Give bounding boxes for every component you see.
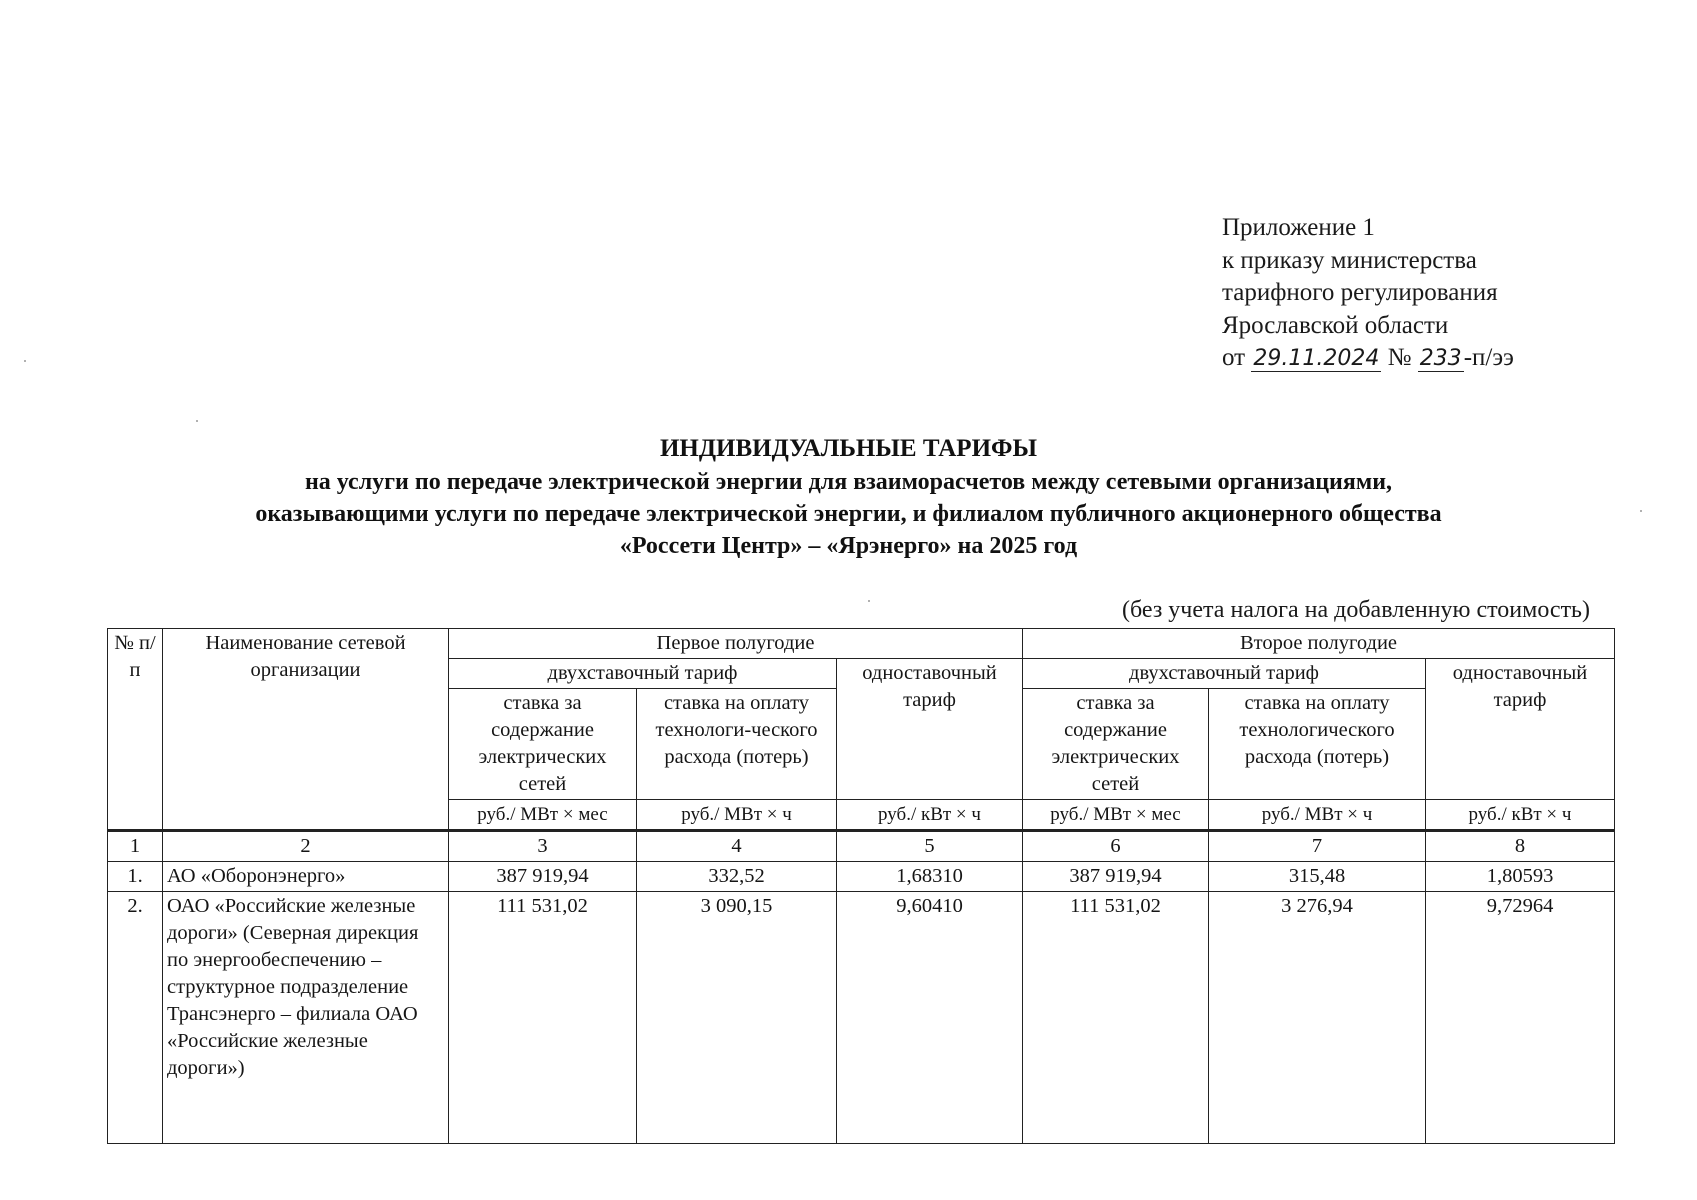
scan-speck xyxy=(24,360,26,362)
row-number: 1. xyxy=(108,862,163,892)
tariff-value: 387 919,94 xyxy=(449,862,637,892)
vat-note: (без учета налога на добавленную стоимость) xyxy=(1121,597,1590,623)
tariff-value: 3 276,94 xyxy=(1209,892,1426,1144)
unit-cell: руб./ кВт × ч xyxy=(1426,800,1615,831)
unit-cell: руб./ МВт × мес xyxy=(1023,800,1209,831)
unit-cell: руб./ кВт × ч xyxy=(837,800,1023,831)
tariff-value: 1,68310 xyxy=(837,862,1023,892)
document-title xyxy=(0,432,1697,562)
organization-name: ОАО «Российские железные дороги» (Северная дирекция по энергообеспечению – структурное подразделение Трансэнерго – филиала ОАО «Российские железные дороги») xyxy=(163,892,449,1144)
header-first-half: Первое полугодие xyxy=(449,629,1023,659)
column-number: 4 xyxy=(637,831,837,862)
order-prefix: от xyxy=(1222,344,1246,371)
row-number: 2. xyxy=(108,892,163,1144)
appendix-line: тарифного регулирования xyxy=(1222,279,1498,306)
header-loss-rate: ставка на оплату технологического расхода (потерь) xyxy=(1209,689,1426,800)
appendix-line: к приказу министерства xyxy=(1222,246,1477,274)
column-number: 8 xyxy=(1426,831,1615,862)
title-line: оказывающими услуги по передаче электрической энергии, и филиалом публичного акционерного общества xyxy=(255,501,1442,527)
title-main: ИНДИВИДУАЛЬНЫЕ ТАРИФЫ xyxy=(659,435,1038,462)
order-date: 29.11.2024 xyxy=(1253,346,1380,371)
scan-speck xyxy=(868,600,870,602)
tariff-value: 387 919,94 xyxy=(1023,862,1209,892)
organization-name: АО «Оборонэнерго» xyxy=(163,862,449,892)
tariff-value: 111 531,02 xyxy=(1023,892,1209,1144)
order-number-sign: № xyxy=(1387,344,1412,371)
tariff-value: 9,72964 xyxy=(1426,892,1615,1144)
tariff-value: 9,60410 xyxy=(837,892,1023,1144)
unit-cell: руб./ МВт × ч xyxy=(637,800,837,831)
scan-speck xyxy=(1640,510,1642,512)
header-col-name: Наименование сетевой организации xyxy=(163,629,449,831)
unit-cell: руб./ МВт × ч xyxy=(1209,800,1426,831)
unit-cell: руб./ МВт × мес xyxy=(449,800,637,831)
appendix-order-line xyxy=(1222,342,1514,375)
column-number: 2 xyxy=(163,831,449,862)
header-maintenance-rate: ставка за содержание электрических сетей xyxy=(449,689,637,800)
appendix-line: Ярославской области xyxy=(1222,311,1449,339)
tariff-table xyxy=(107,628,1615,1144)
column-number: 1 xyxy=(108,831,163,862)
tariff-value: 3 090,15 xyxy=(637,892,837,1144)
title-line: на услуги по передаче электрической энергии для взаиморасчетов между сетевыми организациями, xyxy=(304,469,1393,495)
column-number: 5 xyxy=(837,831,1023,862)
scan-speck xyxy=(196,420,198,422)
table-row xyxy=(108,892,1615,1144)
table-row xyxy=(108,862,1615,892)
tariff-value: 111 531,02 xyxy=(449,892,637,1144)
order-suffix: -п/ээ xyxy=(1463,344,1514,371)
title-line: «Россети Центр» – «Ярэнерго» на 2025 год xyxy=(619,533,1078,559)
order-number: 233 xyxy=(1419,346,1462,371)
header-col-no: № п/п xyxy=(108,629,163,831)
column-number: 7 xyxy=(1209,831,1426,862)
header-two-part-tariff: двухставочный тариф xyxy=(449,659,837,689)
column-number: 6 xyxy=(1023,831,1209,862)
appendix-line: Приложение 1 xyxy=(1222,214,1375,241)
column-number: 3 xyxy=(449,831,637,862)
header-second-half: Второе полугодие xyxy=(1023,629,1615,659)
appendix-block xyxy=(1222,212,1514,375)
tariff-value: 315,48 xyxy=(1209,862,1426,892)
header-one-part-tariff: одноставочный тариф xyxy=(1426,659,1615,800)
tariff-value: 1,80593 xyxy=(1426,862,1615,892)
header-two-part-tariff: двухставочный тариф xyxy=(1023,659,1426,689)
header-one-part-tariff: одноставочный тариф xyxy=(837,659,1023,800)
tariff-value: 332,52 xyxy=(637,862,837,892)
header-maintenance-rate: ставка за содержание электрических сетей xyxy=(1023,689,1209,800)
header-loss-rate: ставка на оплату технологи-ческого расхода (потерь) xyxy=(637,689,837,800)
